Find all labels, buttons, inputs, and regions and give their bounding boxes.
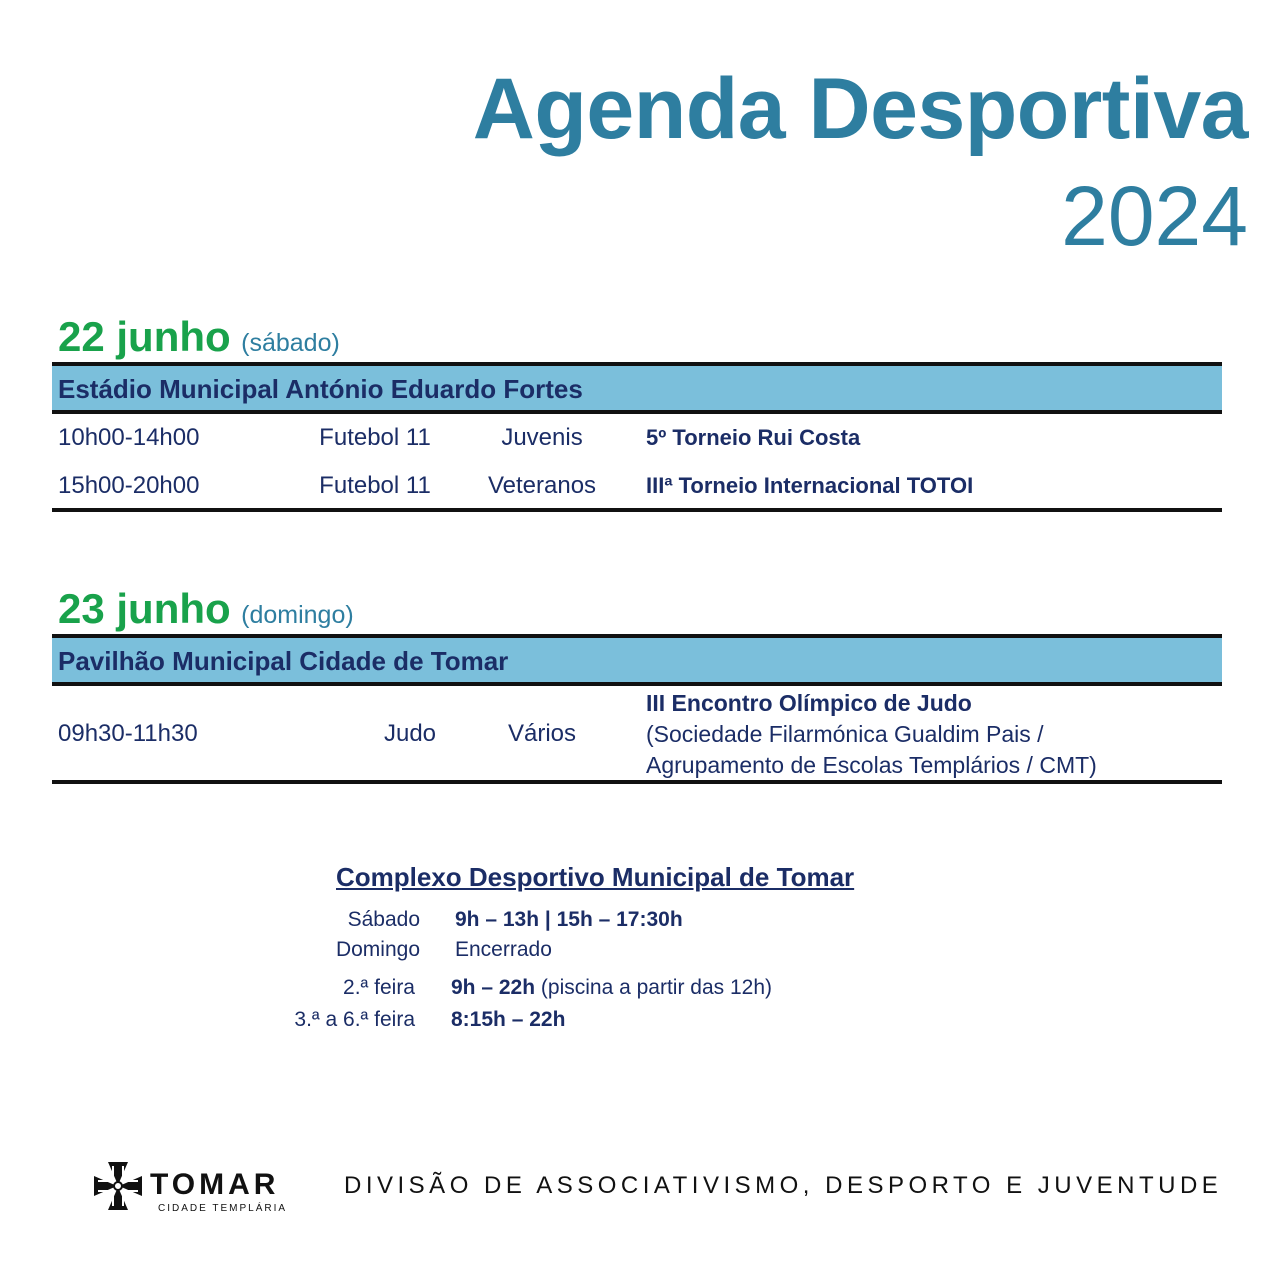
logo-name: TOMAR: [150, 1168, 280, 1201]
hours-label: 2.ª feira: [343, 976, 415, 999]
event-sport: Futebol 11: [319, 424, 431, 451]
event-time: 10h00-14h00: [58, 424, 200, 451]
divider: [52, 682, 1222, 686]
venue-name: Estádio Municipal António Eduardo Fortes: [58, 374, 583, 404]
page-year: 2024: [1061, 169, 1248, 263]
hours-label: 3.ª a 6.ª feira: [294, 1008, 415, 1031]
event-organizer-line: Agrupamento de Escolas Templários / CMT): [646, 752, 1097, 778]
event-category: Juvenis: [501, 424, 583, 451]
division-name: DIVISÃO DE ASSOCIATIVISMO, DESPORTO E JUVENTUDE: [344, 1172, 1223, 1199]
complex-title: Complexo Desportivo Municipal de Tomar: [336, 862, 855, 892]
event-time: 15h00-20h00: [58, 472, 200, 499]
divider: [52, 508, 1222, 512]
divider: [52, 780, 1222, 784]
venue-bar: [52, 638, 1222, 683]
event-category: Vários: [507, 720, 577, 747]
day-heading-2: [58, 585, 354, 632]
event-sport: Judo: [383, 720, 437, 747]
event-name: III Encontro Olímpico de Judo: [646, 690, 972, 716]
hours-value: [455, 909, 683, 930]
divider: [52, 410, 1222, 414]
hours-value: [455, 939, 552, 960]
event-organizer-line: (Sociedade Filarmónica Gualdim Pais /: [646, 721, 1044, 747]
day-weekday: (domingo): [241, 601, 354, 629]
event-name: IIIª Torneio Internacional TOTOI: [646, 473, 974, 498]
hours-time: 8:15h – 22h: [451, 1008, 566, 1031]
hours-label: Sábado: [347, 908, 420, 931]
venue-bar: [52, 366, 1222, 411]
hours-time: Encerrado: [455, 938, 552, 961]
hours-time: 9h – 22h: [451, 976, 536, 999]
tomar-templar-cross-icon: [90, 1158, 146, 1214]
hours-label: Domingo: [335, 938, 420, 961]
event-name: 5º Torneio Rui Costa: [646, 425, 861, 450]
day-date: 22 junho: [58, 313, 231, 360]
logo-tagline: CIDADE TEMPLÁRIA: [158, 1203, 288, 1214]
day-date: 23 junho: [58, 585, 231, 632]
hours-value: [451, 1009, 565, 1030]
venue-name: Pavilhão Municipal Cidade de Tomar: [58, 646, 509, 676]
event-time: 09h30-11h30: [58, 720, 198, 747]
hours-value: [451, 977, 772, 998]
event-sport: Futebol 11: [319, 472, 431, 499]
page-title: Agenda Desportiva: [472, 61, 1248, 157]
event-details: [646, 688, 1097, 781]
hours-time: 9h – 13h | 15h – 17:30h: [455, 908, 683, 931]
hours-note: (piscina a partir das 12h): [540, 976, 773, 999]
day-heading-1: [58, 313, 340, 360]
day-weekday: (sábado): [241, 329, 340, 357]
event-category: Veteranos: [487, 472, 597, 499]
